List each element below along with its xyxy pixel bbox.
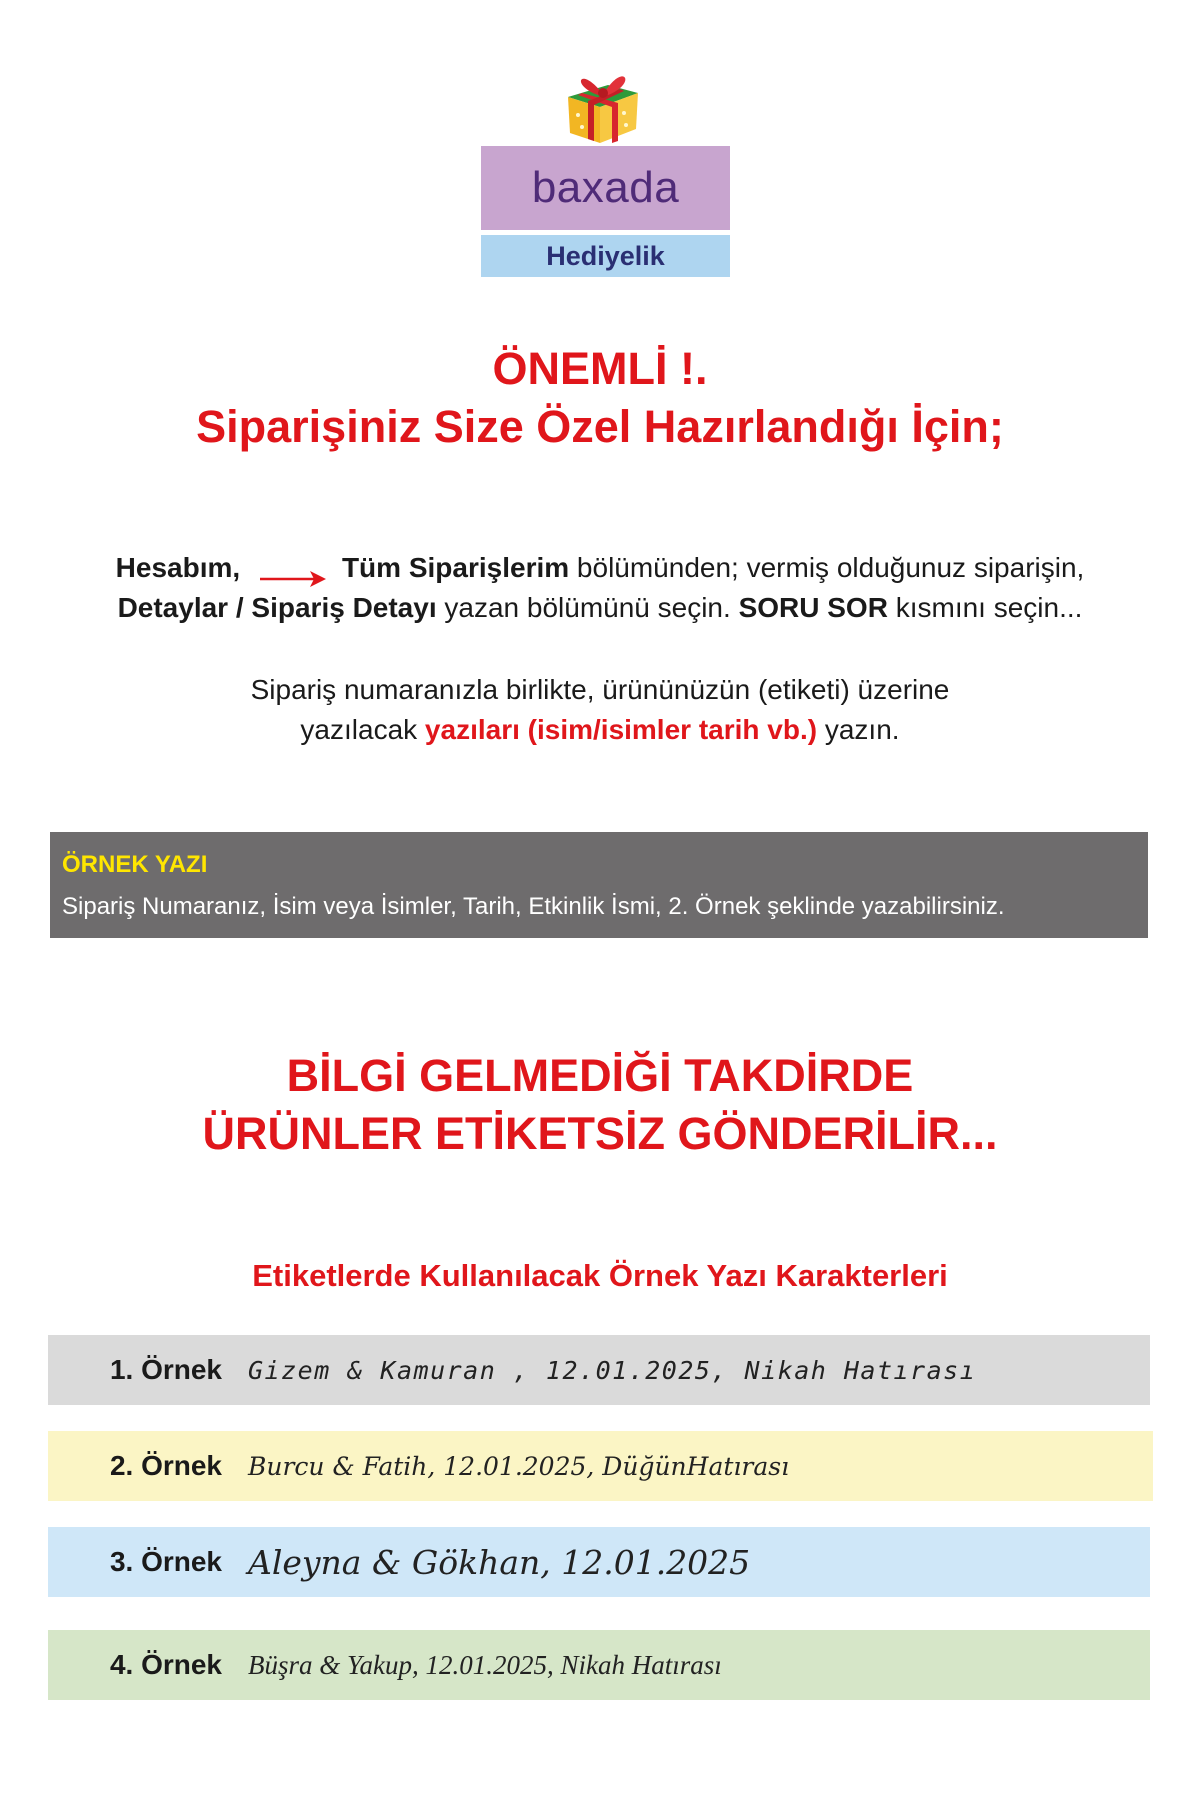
font-sample-label: 1. Örnek	[109, 1354, 222, 1385]
font-sample-label: 4. Örnek	[109, 1649, 222, 1680]
font-sample-text: Aleyna & Gökhan, 12.01.2025	[248, 1542, 751, 1582]
warning-line-2: ÜRÜNLER ETİKETSİZ GÖNDERİLİR...	[202, 1108, 998, 1159]
font-sample-text: Burcu & Fatih, 12.01.2025, DüğünHatırası	[248, 1451, 790, 1481]
instructions-text-3: kısmını seçin...	[887, 592, 1083, 623]
warning-line-1: BİLGİ GELMEDİĞİ TAKDİRDE	[286, 1050, 914, 1101]
instructions-p2-text-2: yazın.	[817, 714, 900, 745]
font-sample-row	[48, 1630, 1150, 1700]
arrow-right-icon	[258, 560, 328, 580]
example-text-box	[50, 832, 1148, 938]
all-orders-label: Tüm Siparişlerim	[341, 552, 570, 583]
gift-box-icon	[560, 55, 644, 145]
order-detail-label: Detaylar / Sipariş Detayı	[117, 592, 437, 623]
instructions-line-1	[0, 548, 1200, 588]
instructions-text-1: bölümünden; vermiş olduğunuz siparişin,	[569, 552, 1085, 583]
instructions-p2-line-1: Sipariş numaranızla birlikte, ürününüzün (etiketi) üzerine	[250, 674, 950, 705]
instructions-p2-emphasis: yazıları (isim/isimler tarih vb.)	[424, 714, 818, 745]
font-sample-row	[48, 1335, 1150, 1405]
example-text: Sipariş Numaranız, İsim veya İsimler, Tarih, Etkinlik İsmi, 2. Örnek şeklinde yazabilirsiniz.	[62, 893, 1005, 920]
instructions-line-2	[0, 588, 1200, 628]
account-label: Hesabım,	[115, 552, 241, 583]
brand-subtitle-box	[481, 235, 730, 277]
font-sample-text: Gizem & Kamuran , 12.01.2025, Nikah Hatırası	[248, 1355, 977, 1385]
warning-heading	[0, 1047, 1200, 1163]
font-sample-row	[48, 1431, 1153, 1501]
brand-subtitle: Hediyelik	[546, 240, 665, 271]
font-samples-title: Etiketlerde Kullanılacak Örnek Yazı Karakterleri	[252, 1258, 948, 1293]
font-sample-row	[48, 1527, 1150, 1597]
heading-line-2: Siparişiniz Size Özel Hazırlandığı İçin;	[196, 401, 1004, 452]
instructions-paragraph-2	[0, 670, 1200, 750]
brand-name: baxada	[531, 163, 680, 212]
instructions-text-2: yazan bölümünü seçin.	[436, 592, 739, 623]
font-sample-label: 3. Örnek	[109, 1546, 222, 1577]
instructions-paragraph-1	[0, 548, 1200, 628]
ask-question-label: SORU SOR	[738, 592, 888, 623]
font-sample-label: 2. Örnek	[109, 1450, 222, 1481]
brand-logo-box	[481, 146, 730, 230]
instructions-p2-line-2	[0, 710, 1200, 750]
example-title: ÖRNEK YAZI	[62, 851, 208, 878]
heading-line-1: ÖNEMLİ !.	[492, 343, 708, 394]
important-heading	[0, 340, 1200, 456]
instructions-p2-text-1: yazılacak	[300, 714, 425, 745]
font-sample-text: Büşra & Yakup, 12.01.2025, Nikah Hatırası	[248, 1649, 722, 1680]
